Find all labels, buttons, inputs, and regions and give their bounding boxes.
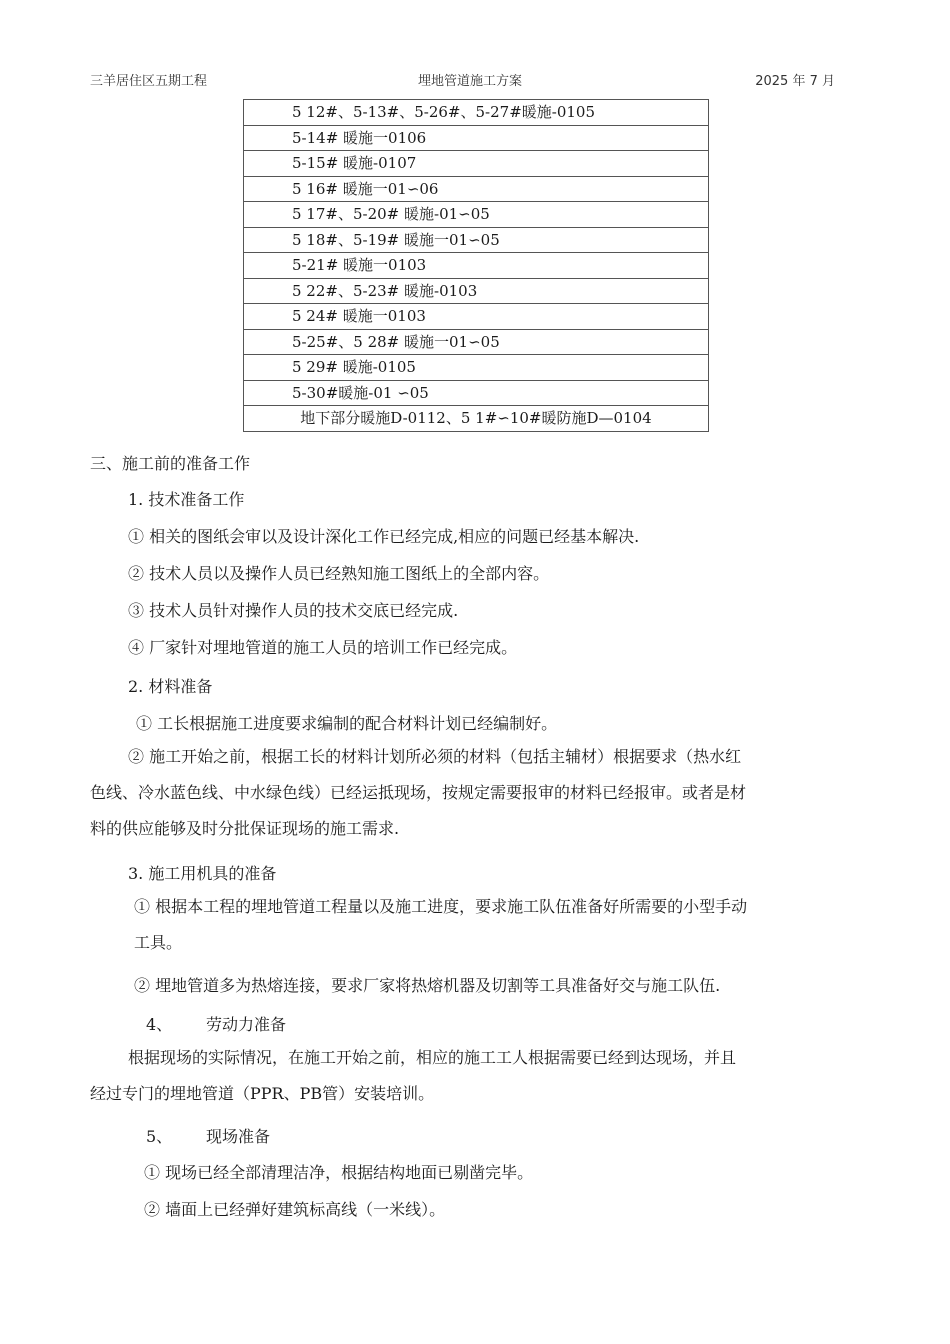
list-item: ① 现场已经全部清理洁净，根据结构地面已剔凿完毕。 <box>144 1163 534 1182</box>
header-document-title: 埋地管道施工方案 <box>418 74 523 89</box>
paragraph <box>90 1040 865 1112</box>
list-item: ② 墙面上已经弹好建筑标高线（一米线）。 <box>144 1200 446 1219</box>
table-row <box>244 100 709 126</box>
paragraph-line: 料的供应能够及时分批保证现场的施工需求. <box>90 819 400 838</box>
paragraph-line: 根据现场的实际情况，在施工开始之前，相应的施工工人根据需要已经到达现场，并且 <box>128 1048 737 1067</box>
section-heading: 三、施工前的准备工作 <box>90 454 251 473</box>
subsection-heading: 3. 施工用机具的准备 <box>128 864 277 883</box>
subsection-heading: 劳动力准备 <box>206 1015 287 1034</box>
drawing-list-table <box>243 99 709 432</box>
table-row <box>244 202 709 228</box>
list-item: ③ 技术人员针对操作人员的技术交底已经完成. <box>128 601 459 620</box>
table-cell: 5-25#、5 28# 暖施一01∽05 <box>244 329 709 355</box>
table-row <box>244 125 709 151</box>
paragraph <box>134 889 865 961</box>
subsection-number: 5、 <box>146 1127 173 1146</box>
table-cell: 地下部分暖施D-0112、5 1#∽10#暖防施D—0104 <box>244 406 709 432</box>
paragraph-line: 色线、冷水蓝色线、中水绿色线）已经运抵现场，按规定需要报审的材料已经报审。或者是材 <box>90 783 747 802</box>
table-cell: 5-15# 暖施-0107 <box>244 151 709 177</box>
table-row <box>244 151 709 177</box>
table-row <box>244 329 709 355</box>
table-row <box>244 176 709 202</box>
subsection-heading: 1. 技术准备工作 <box>128 490 245 509</box>
page-header <box>90 70 835 90</box>
table-cell: 5 12#、5-13#、5-26#、5-27#暖施-0105 <box>244 100 709 126</box>
table-cell: 5-30#暖施-01 ∽05 <box>244 380 709 406</box>
list-item: ④ 厂家针对埋地管道的施工人员的培训工作已经完成。 <box>128 638 518 657</box>
table-cell: 5 24# 暖施一0103 <box>244 304 709 330</box>
table-row <box>244 278 709 304</box>
table-row <box>244 227 709 253</box>
list-item: ① 工长根据施工进度要求编制的配合材料计划已经编制好。 <box>136 714 558 733</box>
paragraph-line: 工具。 <box>134 933 183 952</box>
table-row <box>244 406 709 432</box>
subsection-number: 4、 <box>146 1015 173 1034</box>
subsection-heading: 2. 材料准备 <box>128 677 213 696</box>
paragraph <box>90 739 865 847</box>
table-row <box>244 355 709 381</box>
table-cell: 5 18#、5-19# 暖施一01∽05 <box>244 227 709 253</box>
list-item: ② 技术人员以及操作人员已经熟知施工图纸上的全部内容。 <box>128 564 550 583</box>
paragraph-line: ② 施工开始之前，根据工长的材料计划所必须的材料（包括主辅材）根据要求（热水红 <box>128 747 742 766</box>
table-cell: 5-14# 暖施一0106 <box>244 125 709 151</box>
table-cell: 5 22#、5-23# 暖施-0103 <box>244 278 709 304</box>
header-project-name: 三羊居住区五期工程 <box>90 74 208 89</box>
table-row <box>244 304 709 330</box>
paragraph-line: 经过专门的埋地管道（PPR、PB管）安装培训。 <box>90 1084 435 1103</box>
table-row <box>244 253 709 279</box>
table-cell: 5-21# 暖施一0103 <box>244 253 709 279</box>
paragraph-line: ① 根据本工程的埋地管道工程量以及施工进度，要求施工队伍准备好所需要的小型手动 <box>134 897 748 916</box>
header-date: 2025 年 7 月 <box>755 74 835 89</box>
list-item: ① 相关的图纸会审以及设计深化工作已经完成,相应的问题已经基本解决. <box>128 527 640 546</box>
table-row <box>244 380 709 406</box>
table-cell: 5 17#、5-20# 暖施-01∽05 <box>244 202 709 228</box>
subsection-heading: 现场准备 <box>206 1127 271 1146</box>
list-item: ② 埋地管道多为热熔连接，要求厂家将热熔机器及切割等工具准备好交与施工队伍. <box>134 976 721 995</box>
table-cell: 5 29# 暖施-0105 <box>244 355 709 381</box>
table-cell: 5 16# 暖施一01∽06 <box>244 176 709 202</box>
